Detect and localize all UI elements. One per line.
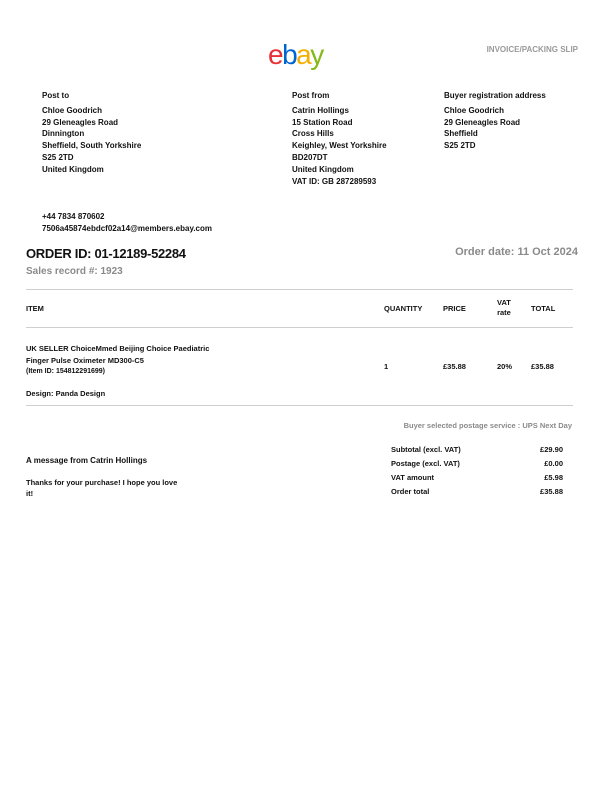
post-from-vat-id: VAT ID: GB 287289593 <box>292 176 377 186</box>
summary-value-postage: £0.00 <box>544 459 563 468</box>
buyer-registration-heading: Buyer registration address <box>444 91 546 100</box>
post-from-line: 15 Station Road <box>292 117 353 127</box>
logo-letter-e: e <box>268 39 283 70</box>
post-from-line: Catrin Hollings <box>292 105 349 115</box>
summary-value-subtotal: £29.90 <box>540 445 563 454</box>
divider <box>26 289 573 290</box>
summary-label-order-total: Order total <box>391 487 430 496</box>
post-from-line: Cross Hills <box>292 129 334 139</box>
seller-message-heading: A message from Catrin Hollings <box>26 456 148 465</box>
post-to-line: Chloe Goodrich <box>42 105 102 115</box>
item-vat-rate: 20% <box>497 362 513 371</box>
postage-service: Buyer selected postage service : UPS Next Day <box>403 421 572 430</box>
column-header-quantity: QUANTITY <box>384 304 423 313</box>
divider <box>26 327 573 328</box>
post-from-block <box>292 90 387 187</box>
post-to-line: United Kingdom <box>42 164 104 174</box>
summary-label-postage: Postage (excl. VAT) <box>391 459 460 468</box>
buyer-phone: +44 7834 870602 <box>42 212 105 221</box>
ebay-logo <box>268 40 323 70</box>
order-date: Order date: 11 Oct 2024 <box>455 246 578 258</box>
summary-label-subtotal: Subtotal (excl. VAT) <box>391 445 461 454</box>
post-to-line: 29 Gleneagles Road <box>42 117 119 127</box>
document-type: INVOICE/PACKING SLIP <box>486 45 578 54</box>
column-header-price: PRICE <box>443 304 466 313</box>
post-to-line: Dinnington <box>42 129 85 139</box>
logo-letter-b: b <box>282 39 297 70</box>
post-from-line: United Kingdom <box>292 164 354 174</box>
buyer-registration-block <box>444 90 546 152</box>
buyer-registration-line: S25 2TD <box>444 141 476 151</box>
post-to-line: Sheffield, South Yorkshire <box>42 141 142 151</box>
buyer-registration-line: Chloe Goodrich <box>444 105 504 115</box>
logo-letter-y: y <box>310 39 323 70</box>
column-header-rate-line: rate <box>497 308 511 317</box>
sales-record: Sales record #: 1923 <box>26 266 123 277</box>
item-total: £35.88 <box>531 362 554 371</box>
item-design: Design: Panda Design <box>26 389 106 398</box>
post-from-line: Keighley, West Yorkshire <box>292 141 387 151</box>
column-header-vat-line: VAT <box>497 298 511 307</box>
item-description <box>26 343 266 378</box>
item-price: £35.88 <box>443 362 466 371</box>
order-id: ORDER ID: 01-12189-52284 <box>26 246 186 261</box>
item-id: (Item ID: 154812291699) <box>26 368 105 375</box>
seller-message-body: Thanks for your purchase! I hope you love it! <box>26 478 178 498</box>
buyer-registration-line: Sheffield <box>444 129 478 139</box>
logo-letter-a: a <box>296 39 311 70</box>
item-quantity: 1 <box>384 362 389 371</box>
summary-label-vat: VAT amount <box>391 473 435 482</box>
divider <box>26 405 573 406</box>
item-title-line: Finger Pulse Oximeter MD300-C5 <box>26 355 144 365</box>
column-header-total: TOTAL <box>531 304 556 313</box>
post-to-heading: Post to <box>42 91 70 100</box>
summary-value-vat: £5.98 <box>544 473 563 482</box>
item-title-line: UK SELLER ChoiceMmed Beijing Choice Paediatric <box>26 344 210 353</box>
post-from-line: BD207DT <box>292 152 328 162</box>
summary-value-order-total: £35.88 <box>540 487 563 496</box>
buyer-registration-line: 29 Gleneagles Road <box>444 117 521 127</box>
column-header-item: ITEM <box>26 304 44 313</box>
column-header-vat-rate <box>497 298 511 318</box>
buyer-email[interactable]: 7506a45874ebdcf02a14@members.ebay.com <box>42 224 212 233</box>
post-to-block <box>42 90 141 176</box>
post-to-line: S25 2TD <box>42 152 74 162</box>
buyer-contact <box>42 211 212 235</box>
post-from-heading: Post from <box>292 91 330 100</box>
